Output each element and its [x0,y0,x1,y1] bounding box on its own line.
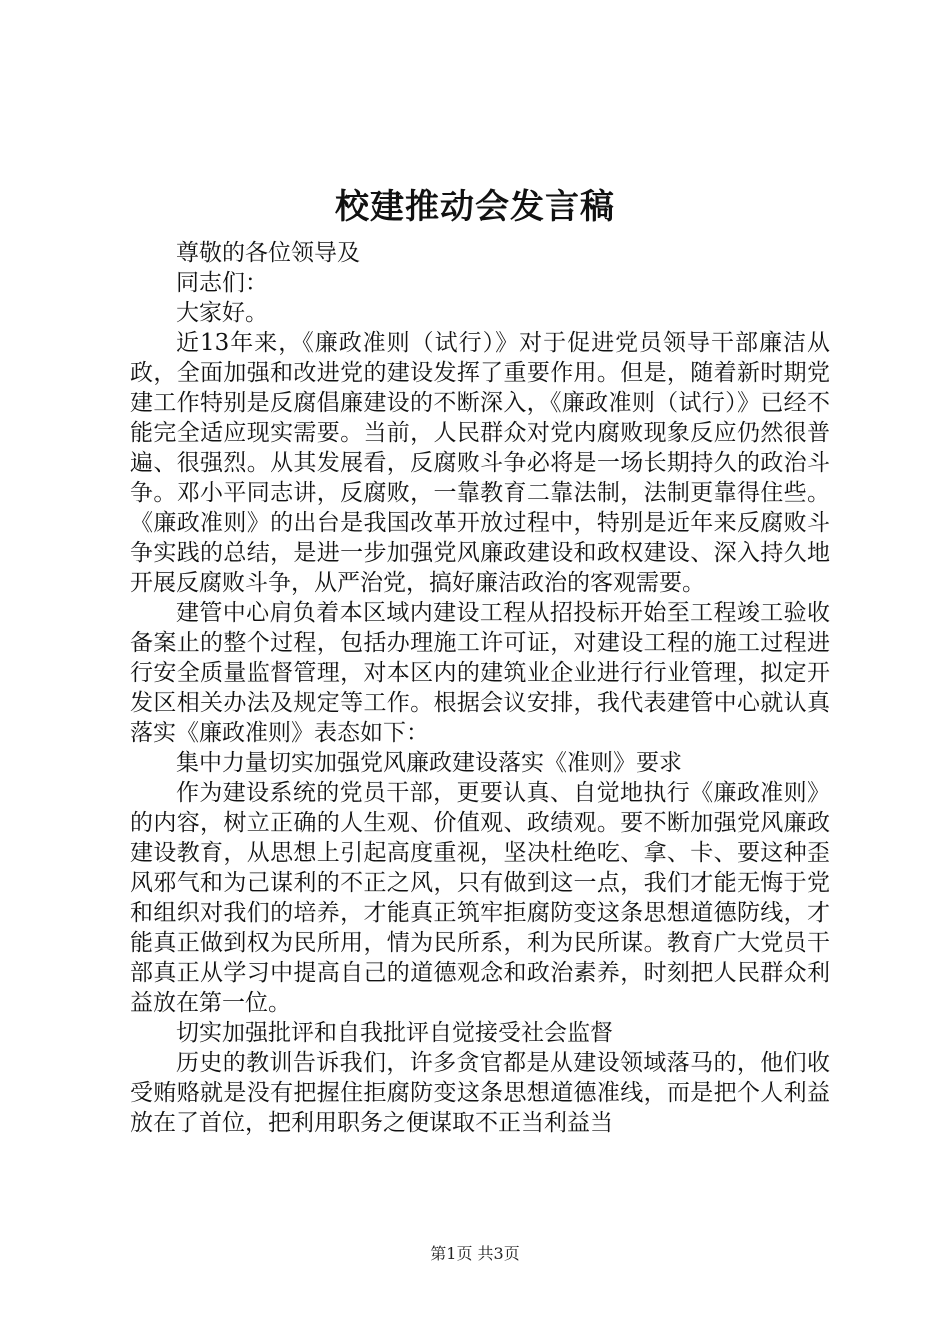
page-footer: 第1页 共3页 [430,1244,520,1263]
salutation-line-1: 尊敬的各位领导及 [176,240,360,266]
salutation-line-2: 同志们： [176,270,268,296]
document-title: 校建推动会发言稿 [335,187,615,227]
paragraph-center-duties: 建管中心肩负着本区域内建设工程从招投标开始至工程竣工验收备案止的整个过程，包括办理施工许可证，对建设工程的施工过程进行安全质量监督管理，对本区内的建筑业企业进行行业管理，拟定开发区相关办法及规定等工作。根据会议安排，我代表建管中心就认真落实《廉政准则》表态如下： [130,600,830,746]
greeting: 大家好。 [176,300,268,326]
document-body [130,238,830,1138]
paragraph-background: 近13年来，《廉政准则（试行）》对于促进党员领导干部廉洁从政，全面加强和改进党的建设发挥了重要作用。但是，随着新时期党建工作特别是反腐倡廉建设的不断深入，《廉政准则（试行）》已经不能完全适应现实需要。当前，人民群众对党内腐败现象反应仍然很普遍、很强烈。从其发展看，反腐败斗争必将是一场长期持久的政治斗争。邓小平同志讲，反腐败，一靠教育二靠法制，法制更靠得住些。《廉政准则》的出台是我国改革开放过程中，特别是近年来反腐败斗争实践的总结，是进一步加强党风廉政建设和政权建设、深入持久地开展反腐败斗争，从严治党，搞好廉洁政治的客观需要。 [130,330,830,596]
section-heading-1: 集中力量切实加强党风廉政建设落实《准则》要求 [176,750,682,776]
paragraph-section-1: 作为建设系统的党员干部，更要认真、自觉地执行《廉政准则》的内容，树立正确的人生观、价值观、政绩观。要不断加强党风廉政建设教育，从思想上引起高度重视，坚决杜绝吃、拿、卡、要这种歪风邪气和为己谋利的不正之风，只有做到这一点，我们才能无悔于党和组织对我们的培养，才能真正筑牢拒腐防变这条思想道德防线，才能真正做到权为民所用，情为民所系，利为民所谋。教育广大党员干部真正从学习中提高自己的道德观念和政治素养，时刻把人民群众利益放在第一位。 [130,780,830,1016]
section-heading-2: 切实加强批评和自我批评自觉接受社会监督 [176,1020,613,1046]
paragraph-section-2: 历史的教训告诉我们，许多贪官都是从建设领域落马的，他们收受贿赂就是没有把握住拒腐防变这条思想道德准线，而是把个人利益放在了首位，把利用职务之便谋取不正当利益当 [130,1050,830,1136]
